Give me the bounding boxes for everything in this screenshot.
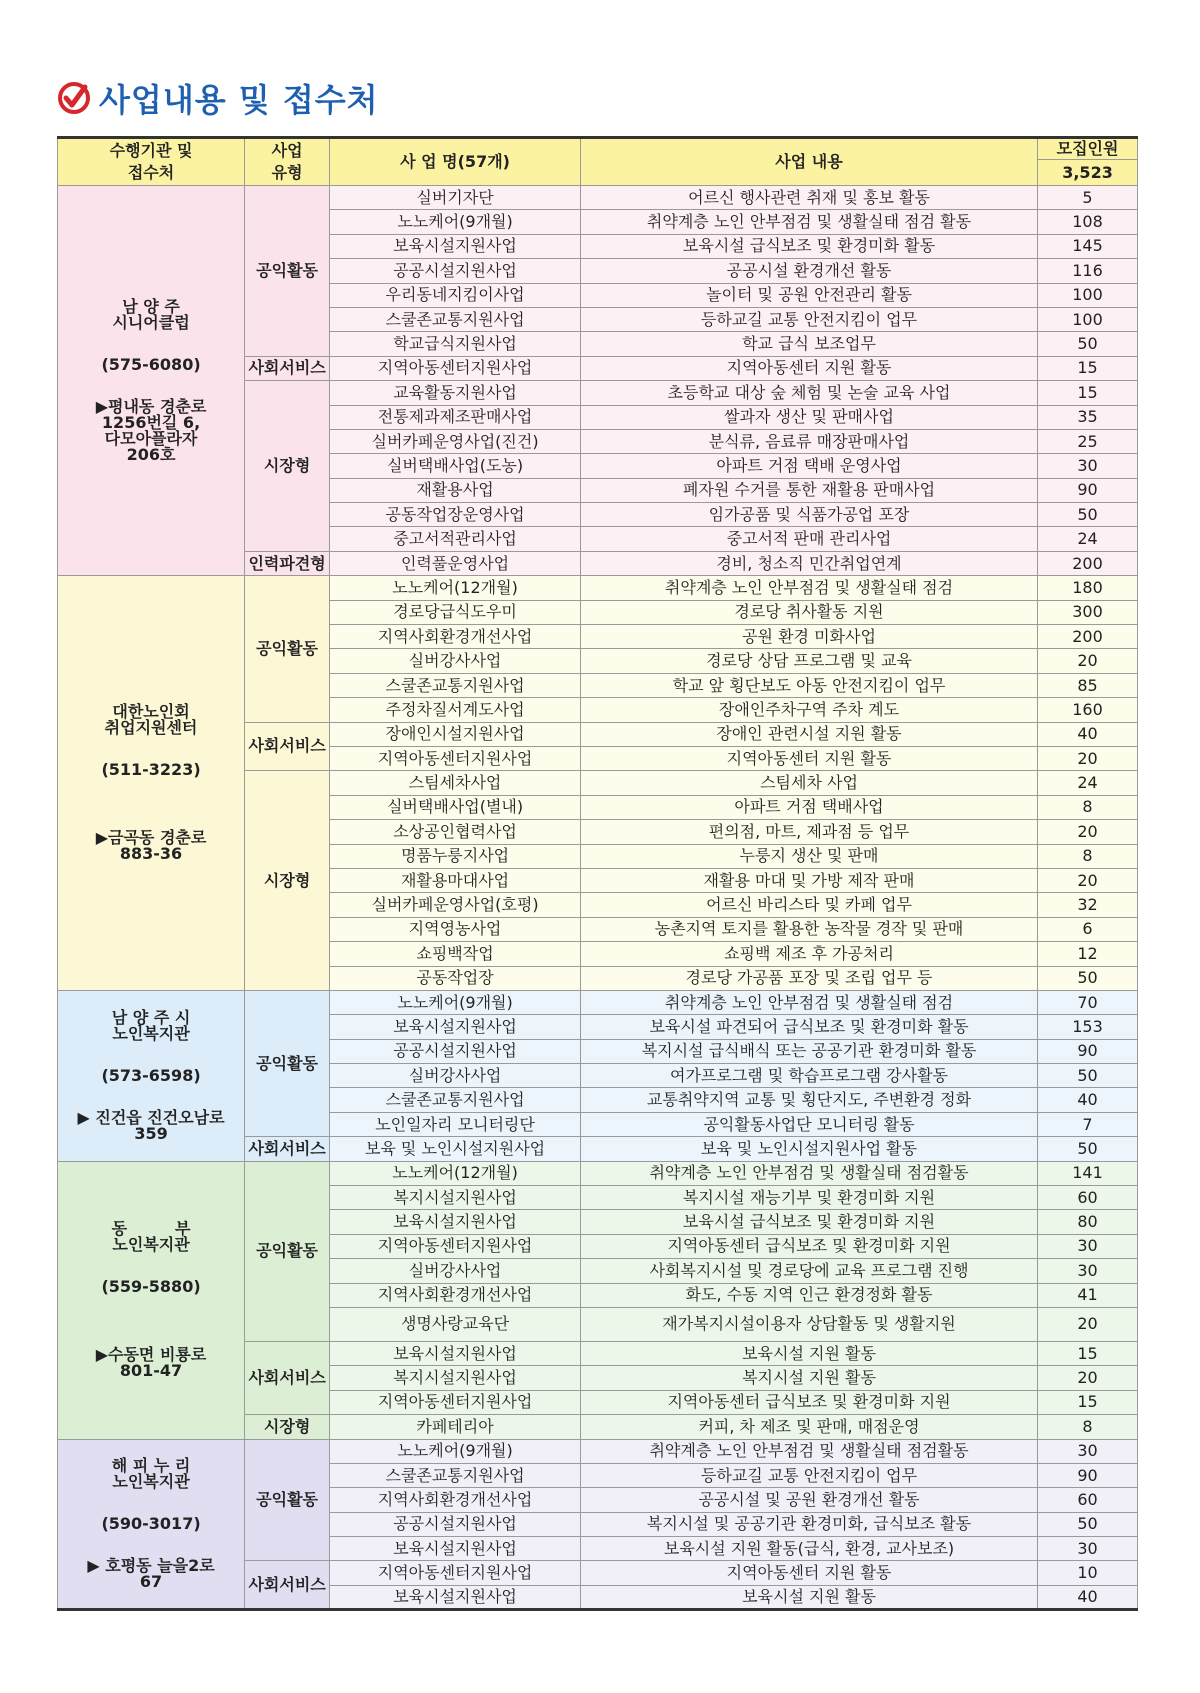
count-cell: 15 xyxy=(1038,356,1138,380)
type-cell: 시장형 xyxy=(245,381,330,552)
content-cell: 장애인주차구역 주차 계도 xyxy=(580,698,1037,722)
content-cell: 공원 환경 미화사업 xyxy=(580,625,1037,649)
name-cell: 중고서적관리사업 xyxy=(330,527,581,551)
content-cell: 쇼핑백 제조 후 가공처리 xyxy=(580,942,1037,966)
org-line: 남 양 주 시 xyxy=(111,1007,191,1027)
content-cell: 보육시설 급식보조 및 환경미화 활동 xyxy=(580,234,1037,258)
type-cell: 인력파견형 xyxy=(245,551,330,575)
org-line xyxy=(58,1253,244,1279)
content-cell: 아파트 거점 택배 운영사업 xyxy=(580,454,1037,478)
org-line: ▶수동면 비룡로 xyxy=(95,1345,207,1365)
org-line: 다모아플라자 xyxy=(104,428,198,448)
name-cell: 공동작업장운영사업 xyxy=(330,503,581,527)
org-line: 동 부 xyxy=(111,1219,191,1239)
org-line: (575-6080) xyxy=(101,354,201,374)
content-cell: 등하교길 교통 안전지킴이 업무 xyxy=(580,1463,1037,1487)
content-cell: 초등학교 대상 숲 체험 및 논술 교육 사업 xyxy=(580,381,1037,405)
org-line: 취업지원센터 xyxy=(104,718,198,738)
name-cell: 주정차질서계도사업 xyxy=(330,698,581,722)
check-circle-icon xyxy=(57,81,91,115)
content-cell: 분식류, 음료류 매장판매사업 xyxy=(580,429,1037,453)
content-cell: 놀이터 및 공원 안전관리 활동 xyxy=(580,283,1037,307)
count-cell: 200 xyxy=(1038,625,1138,649)
count-cell: 50 xyxy=(1038,1512,1138,1536)
name-cell: 경로당급식도우미 xyxy=(330,600,581,624)
count-cell: 30 xyxy=(1038,1537,1138,1561)
count-cell: 160 xyxy=(1038,698,1138,722)
table-row xyxy=(58,186,1138,210)
name-cell: 공동작업장 xyxy=(330,966,581,990)
name-cell: 보육시설지원사업 xyxy=(330,234,581,258)
name-cell: 생명사랑교육단 xyxy=(330,1307,581,1341)
content-cell: 복지시설 급식배식 또는 공공기관 환경미화 활동 xyxy=(580,1039,1037,1063)
content-cell: 폐자원 수거를 통한 재활용 판매사업 xyxy=(580,478,1037,502)
name-cell: 쇼핑백작업 xyxy=(330,942,581,966)
content-cell: 커피, 차 제조 및 판매, 매점운영 xyxy=(580,1415,1037,1439)
content-cell: 취약계층 노인 안부점검 및 생활실태 점검 xyxy=(580,990,1037,1014)
count-cell: 30 xyxy=(1038,454,1138,478)
count-cell: 50 xyxy=(1038,1064,1138,1088)
header-content: 사업 내용 xyxy=(580,138,1037,186)
name-cell: 지역아동센터지원사업 xyxy=(330,1561,581,1585)
count-cell: 60 xyxy=(1038,1488,1138,1512)
count-cell: 7 xyxy=(1038,1112,1138,1136)
type-cell: 사회서비스 xyxy=(245,1561,330,1610)
content-cell: 경로당 취사활동 지원 xyxy=(580,600,1037,624)
name-cell: 스쿨존교통지원사업 xyxy=(330,673,581,697)
count-cell: 30 xyxy=(1038,1259,1138,1283)
count-cell: 10 xyxy=(1038,1561,1138,1585)
content-cell: 지역아동센터 급식보조 및 환경미화 지원 xyxy=(580,1234,1037,1258)
name-cell: 지역영농사업 xyxy=(330,917,581,941)
org-cell xyxy=(58,186,245,576)
org-line xyxy=(58,1532,244,1558)
content-cell: 공공시설 및 공원 환경개선 활동 xyxy=(580,1488,1037,1512)
name-cell: 보육시설지원사업 xyxy=(330,1015,581,1039)
name-cell: 노노케어(9개월) xyxy=(330,210,581,234)
count-cell: 180 xyxy=(1038,576,1138,600)
count-cell: 24 xyxy=(1038,527,1138,551)
org-line: 801-47 xyxy=(119,1361,183,1381)
org-line: 노인복지관 xyxy=(112,1471,190,1491)
table-row xyxy=(58,576,1138,600)
count-cell: 20 xyxy=(1038,649,1138,673)
name-cell: 노노케어(12개월) xyxy=(330,1161,581,1185)
count-cell: 200 xyxy=(1038,551,1138,575)
content-cell: 경로당 상담 프로그램 및 교육 xyxy=(580,649,1037,673)
name-cell: 보육 및 노인시설지원사업 xyxy=(330,1137,581,1161)
type-cell: 공익활동 xyxy=(245,1161,330,1341)
org-line: 노인복지관 xyxy=(112,1023,190,1043)
content-cell: 재가복지시설이용자 상담활동 및 생활지원 xyxy=(580,1307,1037,1341)
type-cell: 사회서비스 xyxy=(245,356,330,380)
count-cell: 40 xyxy=(1038,722,1138,746)
count-cell: 153 xyxy=(1038,1015,1138,1039)
org-line xyxy=(58,1295,244,1321)
content-cell: 경비, 청소직 민간취업연계 xyxy=(580,551,1037,575)
org-line xyxy=(58,1490,244,1516)
name-cell: 실버강사사업 xyxy=(330,649,581,673)
name-cell: 공공시설지원사업 xyxy=(330,1039,581,1063)
count-cell: 15 xyxy=(1038,1341,1138,1365)
content-cell: 공공시설 환경개선 활동 xyxy=(580,259,1037,283)
header-name: 사 업 명(57개) xyxy=(330,138,581,186)
content-cell: 취약계층 노인 안부점검 및 생활실태 점검활동 xyxy=(580,1161,1037,1185)
org-line xyxy=(58,1321,244,1347)
content-cell: 지역아동센터 지원 활동 xyxy=(580,356,1037,380)
org-line: 남 양 주 xyxy=(122,296,180,316)
content-cell: 지역아동센터 지원 활동 xyxy=(580,746,1037,770)
org-line: ▶평내동 경춘로 xyxy=(95,396,207,416)
count-cell: 41 xyxy=(1038,1283,1138,1307)
count-cell: 5 xyxy=(1038,186,1138,210)
type-cell: 공익활동 xyxy=(245,990,330,1136)
name-cell: 지역사회환경개선사업 xyxy=(330,625,581,649)
name-cell: 보육시설지원사업 xyxy=(330,1210,581,1234)
name-cell: 명품누룽지사업 xyxy=(330,844,581,868)
content-cell: 복지시설 지원 활동 xyxy=(580,1366,1037,1390)
name-cell: 실버기자단 xyxy=(330,186,581,210)
content-cell: 중고서적 판매 관리사업 xyxy=(580,527,1037,551)
content-cell: 보육시설 지원 활동(급식, 환경, 교사보조) xyxy=(580,1537,1037,1561)
name-cell: 복지시설지원사업 xyxy=(330,1366,581,1390)
content-cell: 보육 및 노인시설지원사업 활동 xyxy=(580,1137,1037,1161)
name-cell: 노인일자리 모니터링단 xyxy=(330,1112,581,1136)
count-cell: 8 xyxy=(1038,1415,1138,1439)
org-line: 대한노인회 xyxy=(112,702,190,722)
name-cell: 복지시설지원사업 xyxy=(330,1186,581,1210)
name-cell: 교육활동지원사업 xyxy=(330,381,581,405)
type-cell: 시장형 xyxy=(245,771,330,991)
content-cell: 누룽지 생산 및 판매 xyxy=(580,844,1037,868)
content-cell: 복지시설 및 공공기관 환경미화, 급식보조 활동 xyxy=(580,1512,1037,1536)
count-cell: 30 xyxy=(1038,1234,1138,1258)
content-cell: 사회복지시설 및 경로당에 교육 프로그램 진행 xyxy=(580,1259,1037,1283)
content-cell: 어르신 바리스타 및 카페 업무 xyxy=(580,893,1037,917)
org-line: 206호 xyxy=(126,444,176,464)
name-cell: 실버카페운영사업(호평) xyxy=(330,893,581,917)
content-cell: 장애인 관련시설 지원 활동 xyxy=(580,722,1037,746)
content-cell: 여가프로그램 및 학습프로그램 강사활동 xyxy=(580,1064,1037,1088)
content-cell: 재활용 마대 및 가방 제작 판매 xyxy=(580,868,1037,892)
name-cell: 노노케어(9개월) xyxy=(330,990,581,1014)
org-line: 노인복지관 xyxy=(112,1235,190,1255)
content-cell: 쌀과자 생산 및 판매사업 xyxy=(580,405,1037,429)
content-cell: 화도, 수동 지역 인근 환경정화 활동 xyxy=(580,1283,1037,1307)
count-cell: 15 xyxy=(1038,1390,1138,1414)
page-title: 사업내용 및 접수처 xyxy=(99,81,379,119)
count-cell: 300 xyxy=(1038,600,1138,624)
name-cell: 우리동네지킴이사업 xyxy=(330,283,581,307)
name-cell: 보육시설지원사업 xyxy=(330,1585,581,1609)
count-cell: 50 xyxy=(1038,503,1138,527)
org-line xyxy=(58,778,244,804)
content-cell: 학교 급식 보조업무 xyxy=(580,332,1037,356)
org-line: 1256번길 6, xyxy=(101,412,201,432)
name-cell: 재활용마대사업 xyxy=(330,868,581,892)
org-line xyxy=(58,804,244,830)
content-cell: 복지시설 재능기부 및 환경미화 지원 xyxy=(580,1186,1037,1210)
name-cell: 실버강사사업 xyxy=(330,1064,581,1088)
name-cell: 노노케어(9개월) xyxy=(330,1439,581,1463)
count-cell: 30 xyxy=(1038,1439,1138,1463)
type-cell: 시장형 xyxy=(245,1415,330,1439)
type-cell: 사회서비스 xyxy=(245,1137,330,1161)
count-cell: 90 xyxy=(1038,478,1138,502)
count-cell: 50 xyxy=(1038,966,1138,990)
org-line: (559-5880) xyxy=(101,1277,201,1297)
count-cell: 20 xyxy=(1038,1366,1138,1390)
name-cell: 보육시설지원사업 xyxy=(330,1341,581,1365)
org-line: 883-36 xyxy=(119,844,183,864)
name-cell: 카페테리아 xyxy=(330,1415,581,1439)
org-line xyxy=(58,331,244,357)
org-line: (511-3223) xyxy=(101,760,201,780)
count-cell: 85 xyxy=(1038,673,1138,697)
count-cell: 40 xyxy=(1038,1585,1138,1609)
type-cell: 사회서비스 xyxy=(245,1341,330,1414)
content-cell: 경로당 가공품 포장 및 조립 업무 등 xyxy=(580,966,1037,990)
name-cell: 실버카페운영사업(진건) xyxy=(330,429,581,453)
type-cell: 공익활동 xyxy=(245,186,330,357)
org-line xyxy=(58,736,244,762)
org-line: 시니어클럽 xyxy=(112,312,190,332)
org-line: (590-3017) xyxy=(101,1513,201,1533)
count-cell: 116 xyxy=(1038,259,1138,283)
content-cell: 지역아동센터 지원 활동 xyxy=(580,1561,1037,1585)
org-cell xyxy=(58,990,245,1161)
count-cell: 8 xyxy=(1038,844,1138,868)
content-cell: 임가공품 및 식품가공업 포장 xyxy=(580,503,1037,527)
header-recruit: 모집인원 xyxy=(1038,138,1138,160)
count-cell: 145 xyxy=(1038,234,1138,258)
program-table xyxy=(57,136,1138,1611)
name-cell: 공공시설지원사업 xyxy=(330,259,581,283)
content-cell: 지역아동센터 급식보조 및 환경미화 지원 xyxy=(580,1390,1037,1414)
name-cell: 노노케어(12개월) xyxy=(330,576,581,600)
name-cell: 장애인시설지원사업 xyxy=(330,722,581,746)
name-cell: 실버택배사업(별내) xyxy=(330,795,581,819)
content-cell: 취약계층 노인 안부점검 및 생활실태 점검활동 xyxy=(580,1439,1037,1463)
count-cell: 20 xyxy=(1038,820,1138,844)
count-cell: 15 xyxy=(1038,381,1138,405)
content-cell: 농촌지역 토지를 활용한 농작물 경작 및 판매 xyxy=(580,917,1037,941)
count-cell: 50 xyxy=(1038,332,1138,356)
count-cell: 25 xyxy=(1038,429,1138,453)
count-cell: 100 xyxy=(1038,307,1138,331)
count-cell: 24 xyxy=(1038,771,1138,795)
table-row xyxy=(58,1439,1138,1463)
count-cell: 6 xyxy=(1038,917,1138,941)
content-cell: 보육시설 급식보조 및 환경미화 지원 xyxy=(580,1210,1037,1234)
count-cell: 32 xyxy=(1038,893,1138,917)
count-cell: 90 xyxy=(1038,1463,1138,1487)
header-org: 수행기관 및 접수처 xyxy=(58,138,245,186)
name-cell: 공공시설지원사업 xyxy=(330,1512,581,1536)
name-cell: 지역아동센터지원사업 xyxy=(330,356,581,380)
count-cell: 80 xyxy=(1038,1210,1138,1234)
content-cell: 공익활동사업단 모니터링 활동 xyxy=(580,1112,1037,1136)
name-cell: 소상공인협력사업 xyxy=(330,820,581,844)
table-row xyxy=(58,990,1138,1014)
org-cell xyxy=(58,1439,245,1610)
name-cell: 인력풀운영사업 xyxy=(330,551,581,575)
type-cell: 공익활동 xyxy=(245,576,330,722)
count-cell: 40 xyxy=(1038,1088,1138,1112)
name-cell: 지역아동센터지원사업 xyxy=(330,746,581,770)
org-line: 359 xyxy=(134,1123,168,1143)
content-cell: 보육시설 지원 활동 xyxy=(580,1341,1037,1365)
org-line xyxy=(58,1042,244,1068)
count-cell: 20 xyxy=(1038,1307,1138,1341)
count-cell: 90 xyxy=(1038,1039,1138,1063)
content-cell: 편의점, 마트, 제과점 등 업무 xyxy=(580,820,1037,844)
org-line: ▶ 호평동 늘을2로 xyxy=(87,1555,215,1575)
content-cell: 등하교길 교통 안전지킴이 업무 xyxy=(580,307,1037,331)
header-type: 사업 유형 xyxy=(245,138,330,186)
count-cell: 50 xyxy=(1038,1137,1138,1161)
name-cell: 전통제과제조판매사업 xyxy=(330,405,581,429)
content-cell: 취약계층 노인 안부점검 및 생활실태 점검 활동 xyxy=(580,210,1037,234)
name-cell: 실버강사사업 xyxy=(330,1259,581,1283)
content-cell: 스팀세차 사업 xyxy=(580,771,1037,795)
count-cell: 12 xyxy=(1038,942,1138,966)
org-line: ▶금곡동 경춘로 xyxy=(95,828,207,848)
type-cell: 공익활동 xyxy=(245,1439,330,1561)
name-cell: 지역사회환경개선사업 xyxy=(330,1488,581,1512)
count-cell: 60 xyxy=(1038,1186,1138,1210)
count-cell: 20 xyxy=(1038,746,1138,770)
org-line: 67 xyxy=(139,1571,163,1591)
org-line: ▶ 진건읍 진건오남로 xyxy=(77,1107,225,1127)
count-cell: 8 xyxy=(1038,795,1138,819)
count-cell: 141 xyxy=(1038,1161,1138,1185)
name-cell: 지역아동센터지원사업 xyxy=(330,1234,581,1258)
content-cell: 아파트 거점 택배사업 xyxy=(580,795,1037,819)
name-cell: 스쿨존교통지원사업 xyxy=(330,1463,581,1487)
content-cell: 취약계층 노인 안부점검 및 생활실태 점검 xyxy=(580,576,1037,600)
section-title xyxy=(57,76,379,120)
name-cell: 실버택배사업(도농) xyxy=(330,454,581,478)
org-line: (573-6598) xyxy=(101,1065,201,1085)
name-cell: 스쿨존교통지원사업 xyxy=(330,307,581,331)
type-cell: 사회서비스 xyxy=(245,722,330,771)
count-cell: 108 xyxy=(1038,210,1138,234)
name-cell: 재활용사업 xyxy=(330,478,581,502)
org-cell xyxy=(58,576,245,991)
table-row xyxy=(58,1161,1138,1185)
header-total: 3,523 xyxy=(1038,160,1138,186)
count-cell: 35 xyxy=(1038,405,1138,429)
name-cell: 지역사회환경개선사업 xyxy=(330,1283,581,1307)
name-cell: 스팀세차사업 xyxy=(330,771,581,795)
count-cell: 20 xyxy=(1038,868,1138,892)
name-cell: 학교급식지원사업 xyxy=(330,332,581,356)
count-cell: 100 xyxy=(1038,283,1138,307)
content-cell: 보육시설 지원 활동 xyxy=(580,1585,1037,1609)
org-line: 해 피 누 리 xyxy=(111,1455,191,1475)
content-cell: 어르신 행사관련 취재 및 홍보 활동 xyxy=(580,186,1037,210)
name-cell: 지역아동센터지원사업 xyxy=(330,1390,581,1414)
org-cell xyxy=(58,1161,245,1439)
count-cell: 70 xyxy=(1038,990,1138,1014)
name-cell: 보육시설지원사업 xyxy=(330,1537,581,1561)
org-line xyxy=(58,1084,244,1110)
name-cell: 스쿨존교통지원사업 xyxy=(330,1088,581,1112)
org-line xyxy=(58,373,244,399)
content-cell: 학교 앞 횡단보도 아동 안전지킴이 업무 xyxy=(580,673,1037,697)
content-cell: 보육시설 파견되어 급식보조 및 환경미화 활동 xyxy=(580,1015,1037,1039)
content-cell: 교통취약지역 교통 및 횡단지도, 주변환경 정화 xyxy=(580,1088,1037,1112)
